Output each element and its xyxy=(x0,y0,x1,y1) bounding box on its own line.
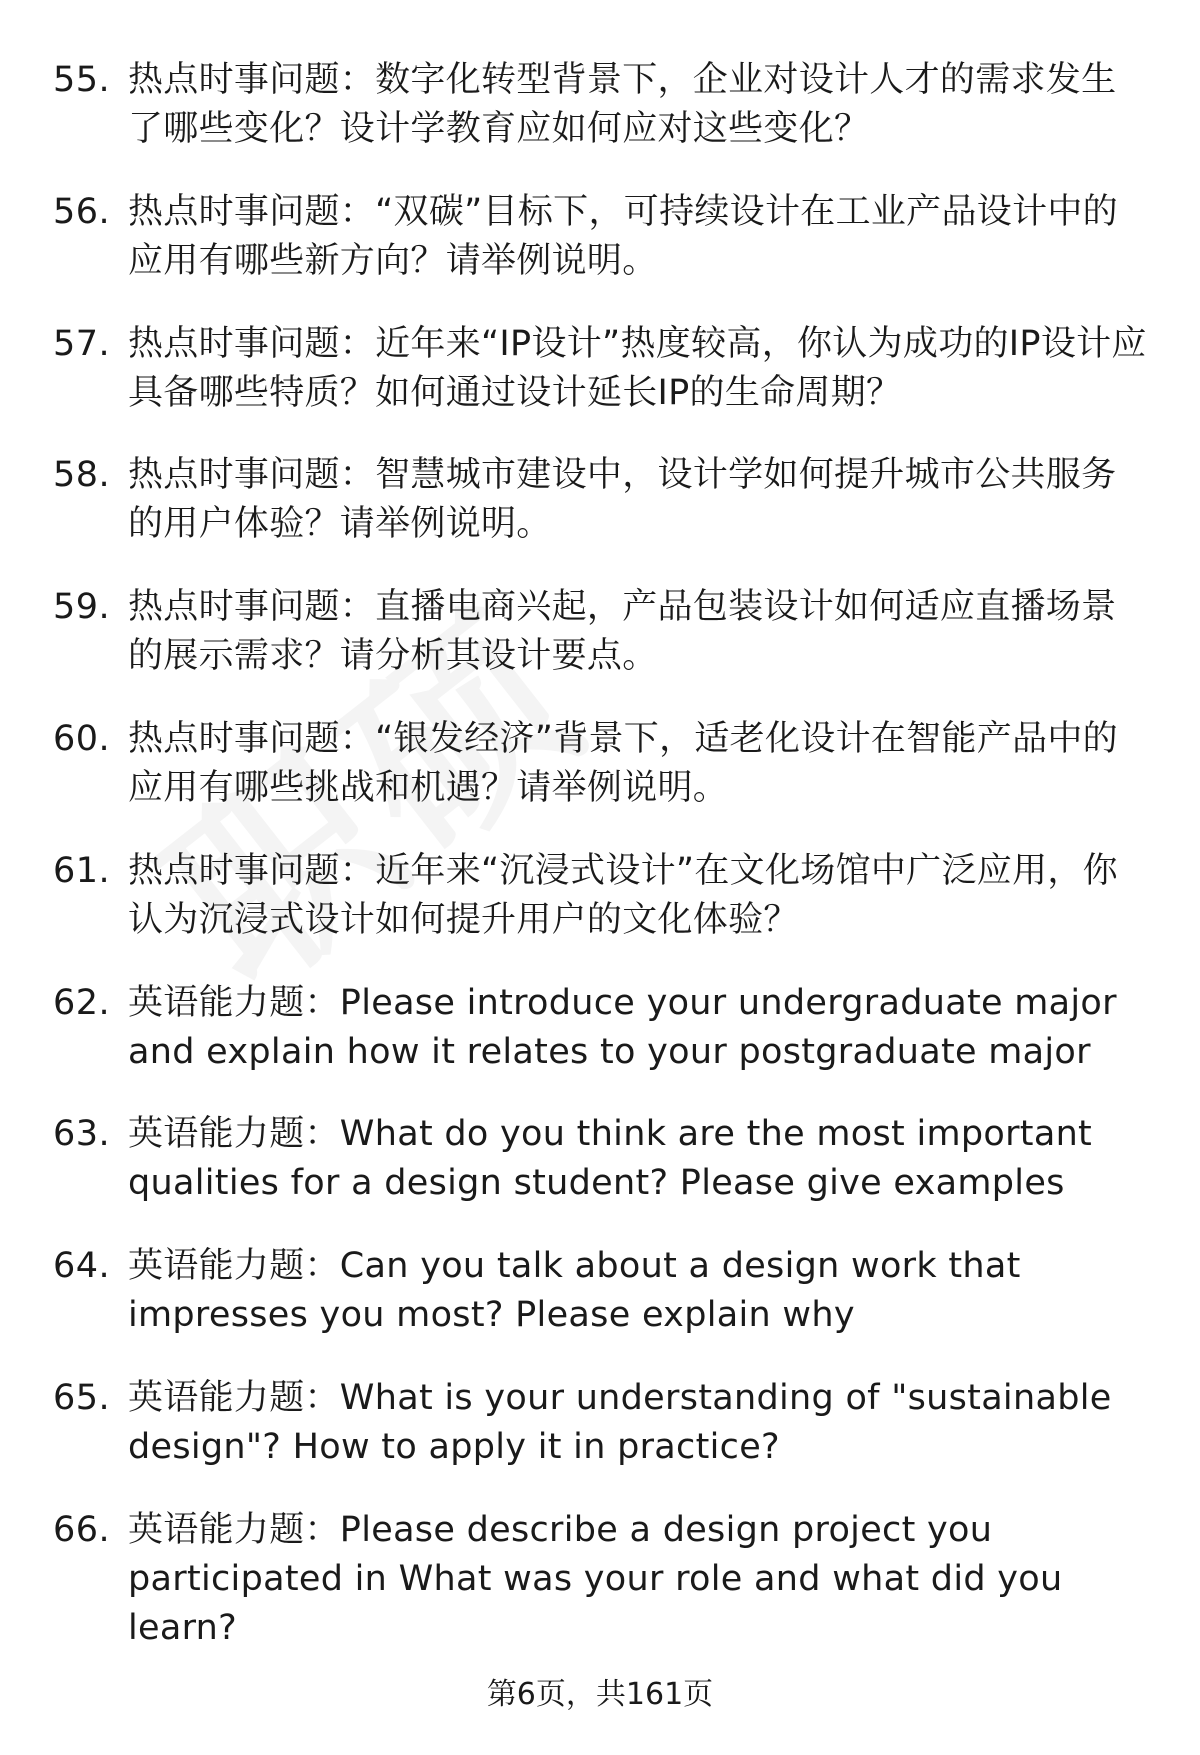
question-item xyxy=(0,715,1200,847)
question-item xyxy=(0,1110,1200,1242)
question-item xyxy=(0,979,1200,1111)
question-number: 57. xyxy=(53,323,111,364)
question-number: 60. xyxy=(53,718,111,759)
question-text: 英语能力题：What do you think are the most important qualities for a design student? Please give examples xyxy=(128,1114,1093,1204)
question-number: 66. xyxy=(53,1509,111,1550)
question-item xyxy=(0,583,1200,715)
page-footer xyxy=(0,1675,1200,1715)
question-number: 55. xyxy=(53,60,111,100)
question-number: 61. xyxy=(53,850,111,891)
question-text: 热点时事问题：直播电商兴起，产品包装设计如何适应直播场景的展示需求？请分析其设计要点。 xyxy=(128,587,1117,677)
question-number: 62. xyxy=(53,982,111,1023)
question-number: 64. xyxy=(53,1246,111,1287)
question-text: 英语能力题：Please describe a design project you participated in What was your role and what did you learn? xyxy=(128,1509,1063,1648)
question-list xyxy=(0,56,1200,1648)
question-number: 63. xyxy=(53,1114,111,1155)
question-item xyxy=(0,1242,1200,1374)
question-text: 热点时事问题：数字化转型背景下，企业对设计人才的需求发生了哪些变化？设计学教育应如何应对这些变化？ xyxy=(128,60,1117,149)
question-text: 热点时事问题：近年来“沉浸式设计”在文化场馆中广泛应用，你认为沉浸式设计如何提升用户的文化体验？ xyxy=(128,850,1118,940)
question-text: 热点时事问题：智慧城市建设中，设计学如何提升城市公共服务的用户体验？请举例说明。 xyxy=(128,455,1117,545)
question-text: 热点时事问题：近年来“IP设计”热度较高，你认为成功的IP设计应具备哪些特质？如何通过设计延长IP的生命周期？ xyxy=(128,323,1147,413)
question-number: 58. xyxy=(53,455,111,496)
page-number-label: 第6页，共161页 xyxy=(486,1677,714,1712)
question-number: 56. xyxy=(53,191,111,232)
question-item xyxy=(0,1506,1200,1648)
question-number: 59. xyxy=(53,587,111,628)
question-text: 热点时事问题：“双碳”目标下，可持续设计在工业产品设计中的应用有哪些新方向？请举例说明。 xyxy=(128,191,1118,281)
question-item xyxy=(0,847,1200,979)
question-item xyxy=(0,1374,1200,1506)
question-item xyxy=(0,451,1200,583)
question-text: 英语能力题：Can you talk about a design work that impresses you most? Please explain why xyxy=(128,1246,1021,1336)
question-item xyxy=(0,320,1200,452)
question-text: 英语能力题：What is your understanding of "sustainable design"? How to apply it in practice? xyxy=(128,1377,1112,1467)
question-number: 65. xyxy=(53,1377,111,1418)
question-text: 英语能力题：Please introduce your undergraduate major and explain how it relates to your postgraduate major xyxy=(128,982,1117,1072)
question-text: 热点时事问题：“银发经济”背景下，适老化设计在智能产品中的应用有哪些挑战和机遇？请举例说明。 xyxy=(128,718,1118,808)
question-item xyxy=(0,188,1200,320)
question-item xyxy=(0,56,1200,188)
